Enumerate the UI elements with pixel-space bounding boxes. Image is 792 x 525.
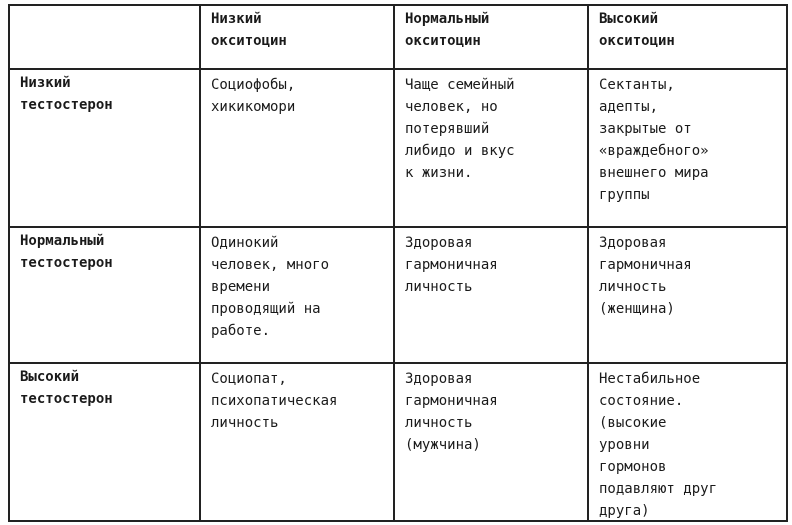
- table-cell: Чаще семейный человек, но потерявший либидо и вкус к жизни.: [395, 70, 589, 228]
- hormone-matrix-table: [8, 4, 788, 522]
- table-cell: Нестабильное состояние. (высокие уровни гормонов подавляют друг друга): [589, 364, 788, 522]
- table-cell: Здоровая гармоничная личность (женщина): [589, 228, 788, 364]
- col-header-low-oxytocin: Низкий окситоцин: [201, 6, 395, 70]
- table-cell: Социофобы, хикикомори: [201, 70, 395, 228]
- row-header-high-testosterone: Высокий тестостерон: [10, 364, 201, 522]
- table-cell: Одинокий человек, много времени проводящий на работе.: [201, 228, 395, 364]
- table-cell: Социопат, психопатическая личность: [201, 364, 395, 522]
- table-cell: Здоровая гармоничная личность: [395, 228, 589, 364]
- corner-cell: [10, 6, 201, 70]
- row-header-low-testosterone: Низкий тестостерон: [10, 70, 201, 228]
- col-header-high-oxytocin: Высокий окситоцин: [589, 6, 788, 70]
- table-cell: Здоровая гармоничная личность (мужчина): [395, 364, 589, 522]
- table-cell: Сектанты, адепты, закрытые от «враждебного» внешнего мира группы: [589, 70, 788, 228]
- col-header-normal-oxytocin: Нормальный окситоцин: [395, 6, 589, 70]
- row-header-normal-testosterone: Нормальный тестостерон: [10, 228, 201, 364]
